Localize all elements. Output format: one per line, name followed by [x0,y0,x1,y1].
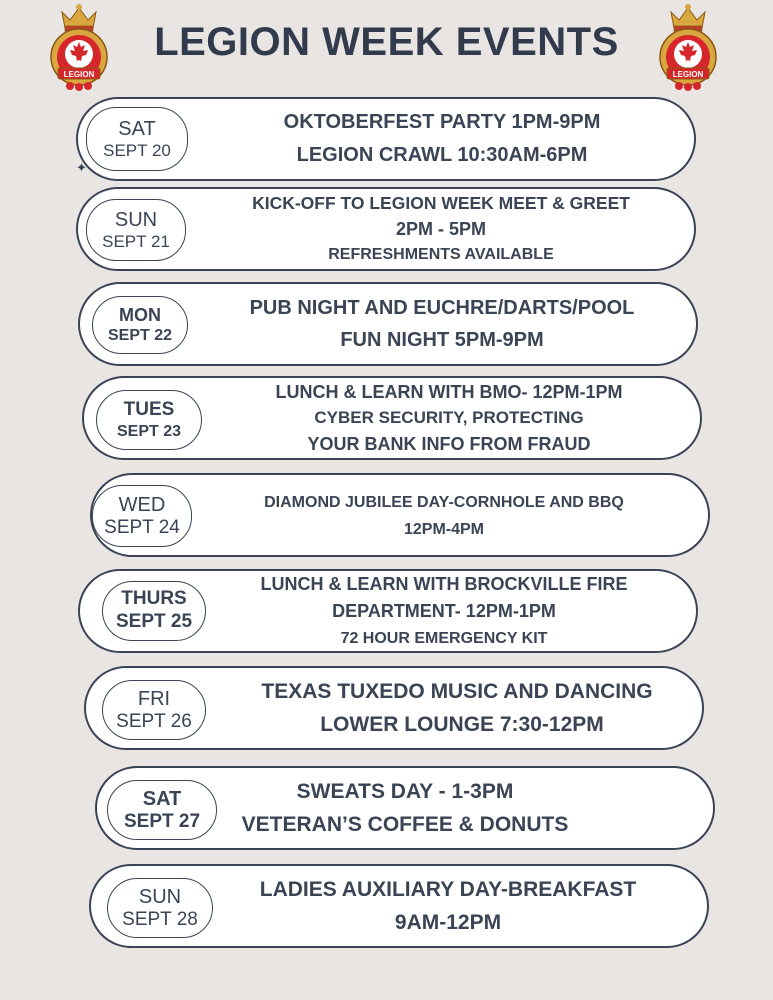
day-pill [107,780,217,840]
event-line: SWEATS DAY - 1-3PM [296,780,514,803]
day-pill [92,296,188,354]
event-line: DIAMOND JUBILEE DAY-CORNHOLE AND BBQ [264,494,624,511]
event-row-wed-sept-24 [90,473,710,557]
event-line: LEGION CRAWL 10:30AM-6PM [296,144,588,166]
sparkle-icon: ✦ [76,160,87,175]
event-details [200,571,688,651]
event-line: KICK-OFF TO LEGION WEEK MEET & GREET [252,193,630,213]
event-row-tues-sept-23 [82,376,702,460]
day-name: FRI [137,687,171,710]
day-date: SEPT 24 [104,516,180,538]
day-name: WED [118,493,166,516]
event-details [217,768,593,848]
day-name: SAT [142,787,182,810]
event-row-sat-sept-27 [95,766,715,850]
event-row-sat-sept-20 [76,97,696,181]
event-line: FUN NIGHT 5PM-9PM [340,329,544,351]
event-line: CYBER SECURITY, PROTECTING [314,408,584,427]
logo-band-text: LEGION [672,70,704,79]
event-details [219,866,677,946]
day-name: SAT [118,117,156,140]
day-date: SEPT 27 [123,810,201,832]
day-date: SEPT 21 [102,231,170,251]
event-line: LUNCH & LEARN WITH BMO- 12PM-1PM [275,382,623,402]
event-details [196,189,686,269]
event-line: YOUR BANK INFO FROM FRAUD [307,434,591,454]
day-pill [86,107,188,171]
day-name: SUN [114,208,158,231]
event-details [206,378,692,458]
day-pill [92,485,192,547]
day-date: SEPT 26 [116,710,192,732]
day-name: THURS [121,588,187,610]
day-pill [102,581,206,641]
day-name: MON [119,304,161,325]
event-row-sun-sept-28 [89,864,709,948]
event-row-mon-sept-22 [78,282,698,366]
event-line: REFRESHMENTS AVAILABLE [328,246,554,263]
event-row-thurs-sept-25 [78,569,698,653]
day-pill [102,680,206,740]
day-pill [107,878,213,938]
day-date: SEPT 28 [122,908,198,930]
day-name: SUN [138,885,182,908]
event-line: 2PM - 5PM [395,219,487,239]
day-date: SEPT 20 [103,140,171,160]
event-details [200,475,688,555]
event-line: OKTOBERFEST PARTY 1PM-9PM [283,111,601,133]
event-details [198,99,686,179]
day-pill [86,199,186,261]
day-date: SEPT 22 [107,327,173,345]
event-line: PUB NIGHT AND EUCHRE/DARTS/POOL [249,297,635,319]
event-line: TEXAS TUXEDO MUSIC AND DANCING [261,680,653,703]
event-row-sun-sept-21 [76,187,696,271]
day-date: SEPT 23 [116,422,182,440]
event-details [216,668,698,748]
logo-band-text: LEGION [63,70,95,79]
day-name: TUES [123,399,175,420]
event-line: DEPARTMENT- 12PM-1PM [332,600,556,621]
day-pill [96,390,202,450]
event-line: LOWER LOUNGE 7:30-12PM [320,713,604,736]
page-title: LEGION WEEK EVENTS [154,20,619,64]
event-line: 72 HOUR EMERGENCY KIT [340,629,548,647]
event-details [196,284,688,364]
event-line: LADIES AUXILIARY DAY-BREAKFAST [259,878,637,901]
event-line: LUNCH & LEARN WITH BROCKVILLE FIRE [260,573,628,594]
day-date: SEPT 25 [115,611,193,632]
event-line: 9AM-12PM [394,911,502,934]
event-line: 12PM-4PM [403,521,485,538]
event-row-fri-sept-26 [84,666,704,750]
event-line: VETERAN’S COFFEE & DONUTS [241,813,569,836]
